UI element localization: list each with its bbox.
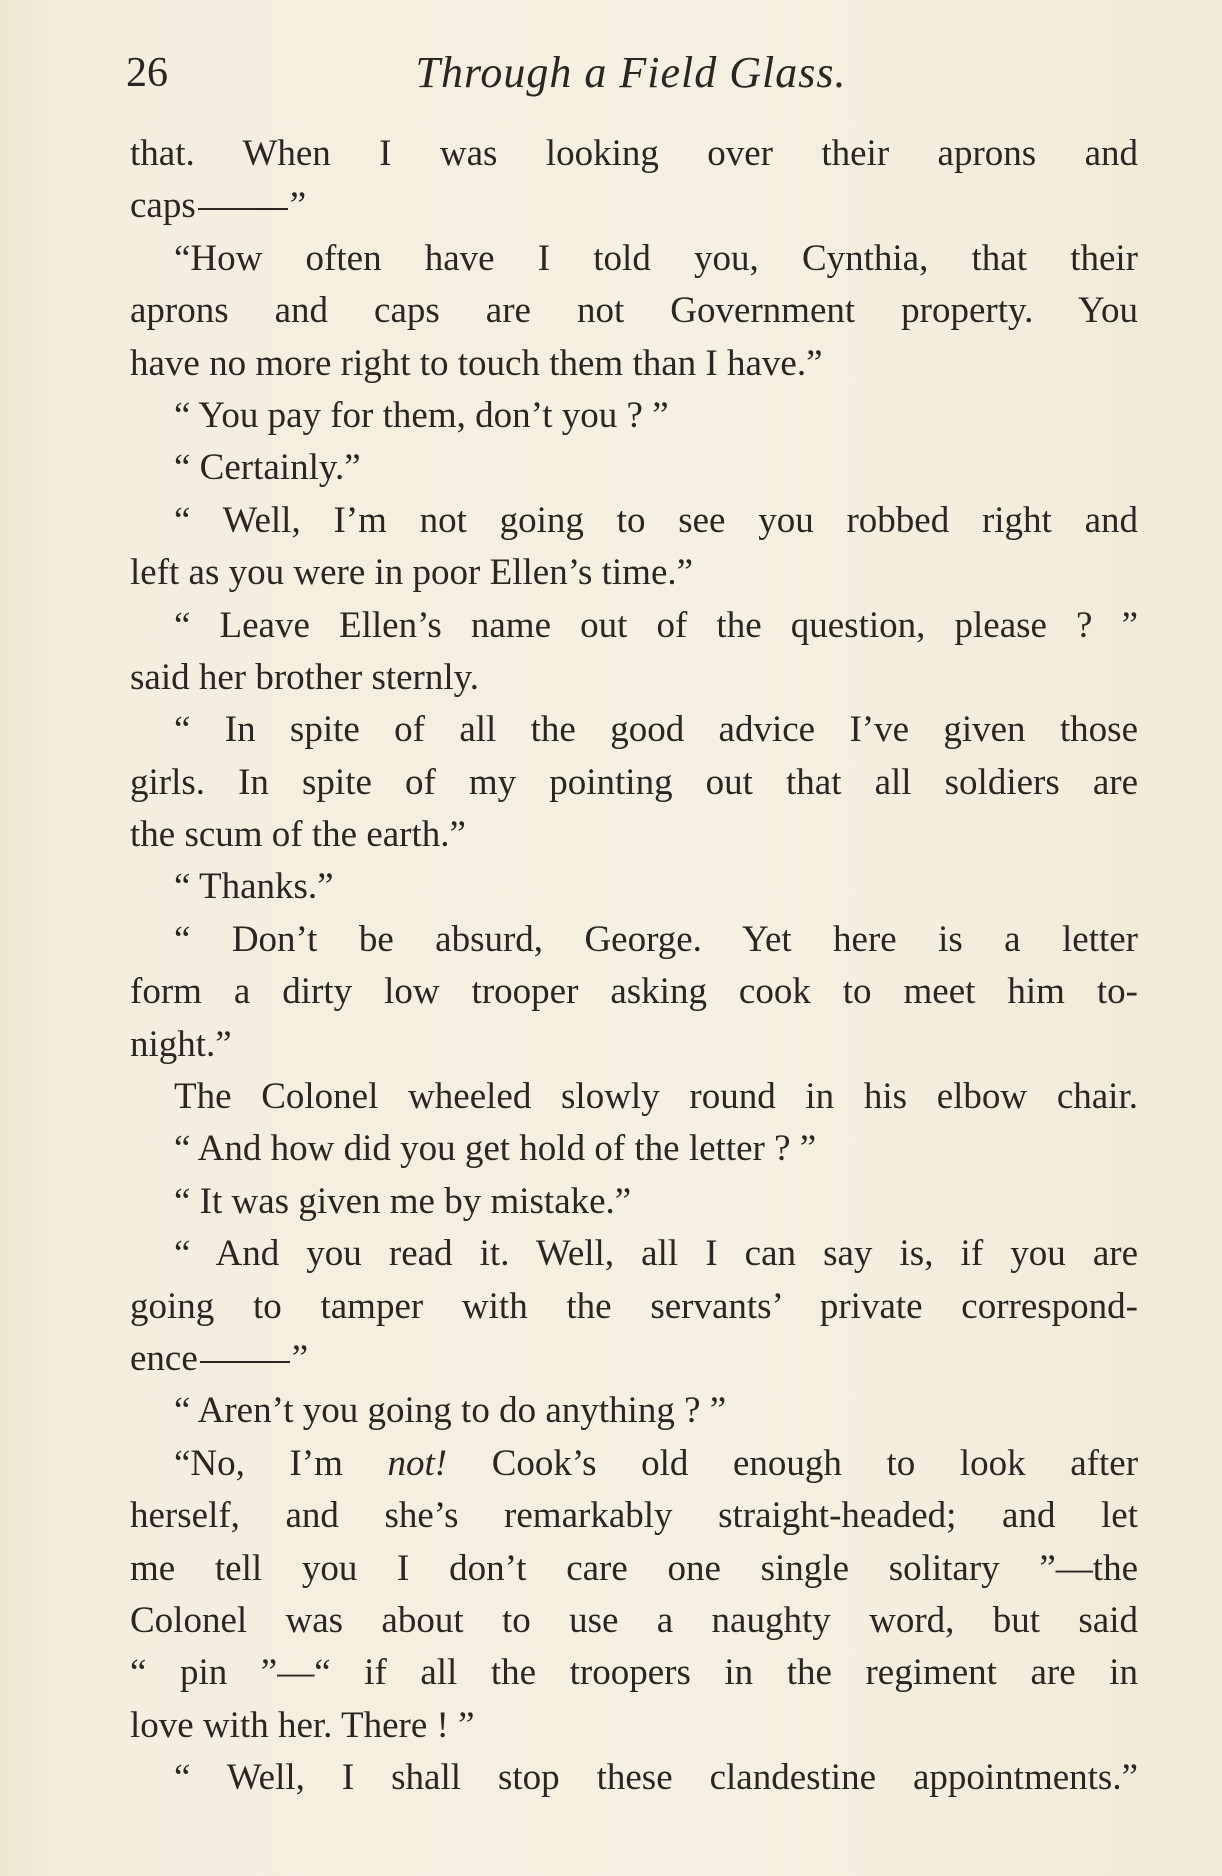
text-line: girls. In spite of my pointing out that all soldiers are xyxy=(130,761,1138,803)
italic-emphasis: not! xyxy=(387,1442,448,1484)
text-line: the scum of the earth.” xyxy=(130,814,466,856)
text-line: “ Don’t be absurd, George. Yet here is a letter xyxy=(174,918,1138,960)
page-number: 26 xyxy=(126,50,168,96)
text-line: “ And you read it. Well, all I can say is, if you are xyxy=(174,1233,1138,1275)
text-fragment: caps xyxy=(130,185,196,227)
text-line: “ Leave Ellen’s name out of the question, please ? ” xyxy=(174,604,1138,646)
text-line: love with her. There ! ” xyxy=(130,1704,475,1746)
text-line: aprons and caps are not Government property. You xyxy=(130,290,1138,332)
text-line: “ And how did you get hold of the letter ? ” xyxy=(174,1128,817,1170)
text-line: left as you were in poor Ellen’s time.” xyxy=(130,552,694,594)
closing-quote: ” xyxy=(289,185,307,227)
page-body xyxy=(130,128,1138,1805)
text-fragment: Cook’s old enough to look after xyxy=(491,1442,1139,1484)
text-line: “ Well, I shall stop these clandestine appointments.” xyxy=(174,1757,1138,1799)
text-fragment: “No, I’m xyxy=(174,1442,343,1484)
running-title: Through a Field Glass. xyxy=(415,48,847,97)
text-line: “ pin ”—“ if all the troopers in the regiment are in xyxy=(130,1652,1138,1694)
text-line: have no more right to touch them than I have.” xyxy=(130,342,823,384)
text-line: form a dirty low trooper asking cook to meet him to- xyxy=(130,971,1138,1013)
text-line: The Colonel wheeled slowly round in his elbow chair. xyxy=(174,1076,1138,1118)
text-line: “ Aren’t you going to do anything ? ” xyxy=(174,1390,727,1432)
text-line: herself, and she’s remarkably straight-headed; and let xyxy=(130,1495,1138,1537)
text-line: Colonel was about to use a naughty word, but said xyxy=(130,1599,1138,1641)
text-line xyxy=(130,1438,1138,1490)
text-line: going to tamper with the servants’ private correspond- xyxy=(130,1285,1138,1327)
text-line: said her brother sternly. xyxy=(130,656,479,698)
text-line: night.” xyxy=(130,1023,232,1065)
em-dash-rule xyxy=(200,1361,290,1363)
text-line: “ Well, I’m not going to see you robbed right and xyxy=(174,499,1138,541)
text-line: me tell you I don’t care one single solitary ”—the xyxy=(130,1547,1138,1589)
text-line: “ You pay for them, don’t you ? ” xyxy=(174,394,669,436)
text-line xyxy=(130,180,1138,232)
text-line: “ Thanks.” xyxy=(174,866,334,908)
page-header xyxy=(126,48,1136,98)
text-line xyxy=(130,1333,1138,1385)
em-dash-rule xyxy=(198,208,288,210)
text-line: “ Certainly.” xyxy=(174,447,361,489)
text-line: “ In spite of all the good advice I’ve given those xyxy=(174,709,1138,751)
text-fragment: ence xyxy=(130,1337,198,1379)
closing-quote: ” xyxy=(291,1337,309,1379)
text-line: that. When I was looking over their aprons and xyxy=(130,133,1138,174)
text-line: “How often have I told you, Cynthia, that their xyxy=(174,237,1138,279)
text-line: “ It was given me by mistake.” xyxy=(174,1180,632,1222)
